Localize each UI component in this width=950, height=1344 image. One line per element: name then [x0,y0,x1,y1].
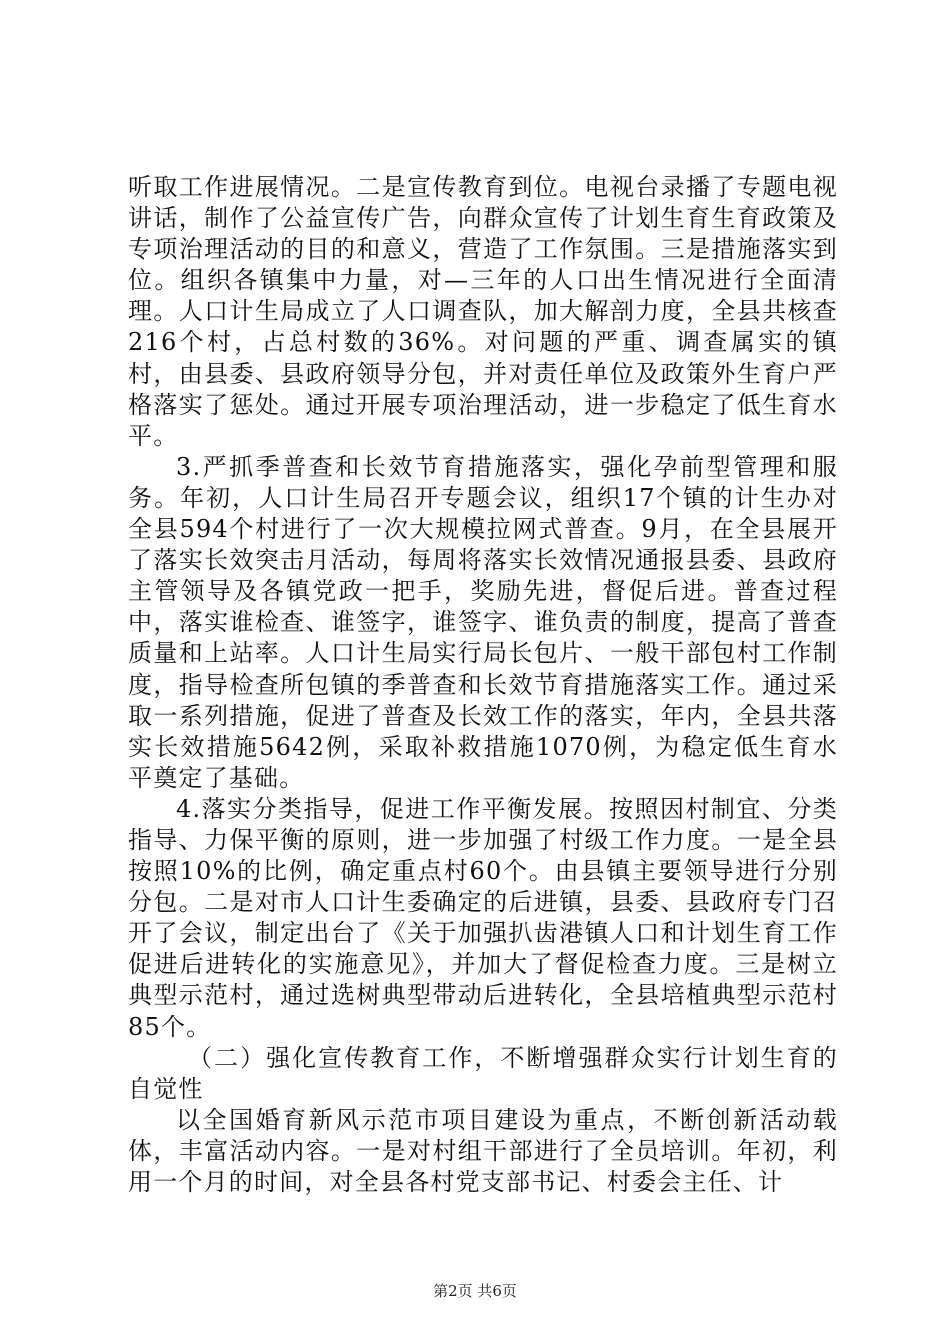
paragraph-item-3: 3.严抓季普查和长效节育措施落实，强化孕前型管理和服务。年初，人口计生局召开专题会议，组织17个镇的计生办对全县594个村进行了一次大规模拉网式普查。9月，在全县展开了落实长效突击月活动，每周将落实长效情况通报县委、县政府主管领导及各镇党政一把手，奖励先进，督促后进。普查过程中，落实谁检查、谁签字，谁签字、谁负责的制度，提高了普查质量和上站率。人口计生局实行局长包片、一般干部包村工作制度，指导检查所包镇的季普查和长效节育措施落实工作。通过采取一系列措施，促进了普查及长效工作的落实，年内，全县共落实长效措施5642例，采取补救措施1070例，为稳定低生育水平奠定了基础。 [128,452,838,792]
paragraph-continuation: 听取工作进展情况。二是宣传教育到位。电视台录播了专题电视讲话，制作了公益宣传广告，向群众宣传了计划生育生育政策及专项治理活动的目的和意义，营造了工作氛围。三是措施落实到位。组织各镇集中力量，对—三年的人口出生情况进行全面清理。人口计生局成立了人口调查队，加大解剖力度，全县共核查216个村，占总村数的36%。对问题的严重、调查属实的镇村，由县委、县政府领导分包，并对责任单位及政策外生育户严格落实了惩处。通过开展专项治理活动，进一步稳定了低生育水平。 [128,173,838,450]
paragraph-section-intro: 以全国婚育新风示范市项目建设为重点，不断创新活动载体，丰富活动内容。一是对村组干部进行了全员培训。年初，利用一个月的时间，对全县各村党支部书记、村委会主任、计 [128,1105,838,1196]
page-number-footer: 第2页 共6页 [433,1282,517,1300]
paragraph-item-4: 4.落实分类指导，促进工作平衡发展。按照因村制宜、分类指导、力保平衡的原则，进一步加强了村级工作力度。一是全县按照10%的比例，确定重点村60个。由县镇主要领导进行分别分包。二是对市人口计生委确定的后进镇，县委、县政府专门召开了会议，制定出台了《关于加强扒齿港镇人口和计划生育工作促进后进转化的实施意见》，并加大了督促检查力度。三是树立典型示范村，通过选树典型带动后进转化，全县培植典型示范村85个。 [128,794,838,1041]
document-body [128,172,838,1198]
section-heading: （二）强化宣传教育工作，不断增强群众实行计划生育的自觉性 [128,1043,838,1103]
